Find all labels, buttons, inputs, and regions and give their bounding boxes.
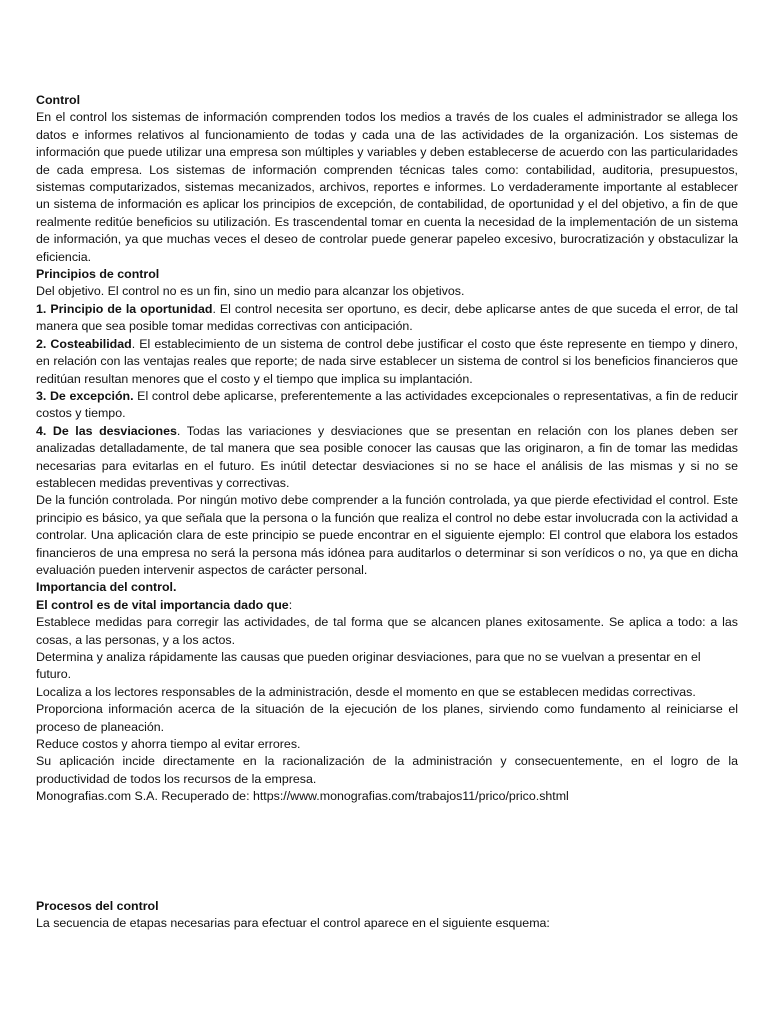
- principio-costeabilidad: [36, 336, 738, 388]
- principio-desviaciones: [36, 423, 738, 493]
- principio-funcion-controlada: De la función controlada. Por ningún motivo debe comprender a la función controlada, ya que pierde efectividad el control. Este principio es básico, ya que señala que la persona o la función que realiza el control no debe estar involucrada con la actividad a controlar. Una aplicación clara de este principio se puede encontrar en el siguiente ejemplo: El control que elabora los estados financieros de una empresa no será la persona más idónea para auditarlos o determinar si son verídicos o no, ya que en dicha evaluación pueden intervenir aspectos de carácter personal.: [36, 493, 738, 577]
- principio-costeabilidad-title: 2. Costeabilidad: [36, 336, 132, 351]
- section-spacer: [36, 806, 738, 898]
- importancia-item: Localiza a los lectores responsables de la administración, desde el momento en que se establecen medidas correctivas.: [36, 684, 696, 699]
- importancia-item: Proporciona información acerca de la situación de la ejecución de los planes, sirviendo como fundamento al reiniciarse el proceso de planeación.: [36, 702, 738, 734]
- importancia-subheading-text: El control es de vital importancia dado que: [36, 597, 289, 612]
- principio-objetivo: Del objetivo. El control no es un fin, sino un medio para alcanzar los objetivos.: [36, 284, 465, 299]
- source-citation: Monografias.com S.A. Recuperado de: https://www.monografias.com/trabajos11/prico/prico.shtml: [36, 789, 569, 804]
- procesos-paragraph: La secuencia de etapas necesarias para efectuar el control aparece en el siguiente esquema:: [36, 916, 550, 931]
- importancia-item: Determina y analiza rápidamente las causas que pueden originar desviaciones, para que no se vuelvan a presentar en el futuro.: [36, 650, 701, 682]
- control-heading: Control: [36, 93, 81, 107]
- importancia-item: Su aplicación incide directamente en la racionalización de la administración y consecuentemente, en el logro de la productividad de todos los recursos de la empresa.: [36, 754, 738, 786]
- principio-oportunidad-title: 1. Principio de la oportunidad: [36, 301, 213, 316]
- principio-costeabilidad-text: . El establecimiento de un sistema de control debe justificar el costo que éste represente en tiempo y dinero, en relación con las ventajas reales que reporte; de nada sirve establecer un sistema de control si los beneficios financieros que reditúan resultan menores que el costo y el tiempo que implica su implantación.: [36, 336, 738, 386]
- document-page: [36, 92, 738, 932]
- principio-excepcion-title: 3. De excepción.: [36, 388, 134, 403]
- principio-excepcion: [36, 388, 738, 423]
- importancia-item: Reduce costos y ahorra tiempo al evitar errores.: [36, 737, 301, 752]
- procesos-heading: Procesos del control: [36, 898, 159, 913]
- importancia-item: Establece medidas para corregir las actividades, de tal forma que se alcancen planes exitosamente. Se aplica a todo: a las cosas, a las personas, y a los actos.: [36, 615, 738, 647]
- principio-desviaciones-title: 4. De las desviaciones: [36, 423, 177, 438]
- importancia-subheading: [36, 597, 738, 614]
- principio-desviaciones-text: . Todas las variaciones y desviaciones que se presentan en relación con los planes deben ser analizadas detalladamente, de tal manera que sea posible conocer las causas que las originaron, a fin de tomar las medidas necesarias para evitarlas en el futuro. Es inútil detectar desviaciones si no se hace el análisis de las mismas y si no se establecen medidas preventivas y correctivas.: [36, 423, 738, 490]
- principio-oportunidad: [36, 301, 738, 336]
- control-paragraph: En el control los sistemas de información comprenden todos los medios a través de los cuales el administrador se allega los datos e informes relativos al funcionamiento de todas y cada una de las actividades de la organización. Los sistemas de información que puede utilizar una empresa son múltiples y variables y deben establecerse de acuerdo con las particularidades de cada empresa. Los sistemas de información comprenden técnicas tales como: contabilidad, auditoria, presupuestos, sistemas computarizados, sistemas mecanizados, archivos, reportes e informes. Lo verdaderamente importante al establecer un sistema de información es aplicar los principios de excepción, de contabilidad, de oportunidad y el del objetivo, a fin de que realmente reditúe beneficios su utilización. Es trascendental tomar en cuenta la necesidad de la implementación de un sistema de información, ya que muchas veces el deseo de controlar puede generar papeleo excesivo, burocratización y obstaculizar la eficiencia.: [36, 110, 738, 264]
- principio-oportunidad-text: . El control necesita ser oportuno, es decir, debe aplicarse antes de que suceda el error, de tal manera que sea posible tomar medidas correctivas con anticipación.: [36, 301, 739, 334]
- importancia-subheading-suffix: :: [288, 597, 293, 612]
- importancia-heading: Importancia del control.: [36, 580, 177, 595]
- principios-heading: Principios de control: [36, 267, 160, 282]
- principio-excepcion-text: El control debe aplicarse, preferentemente a las actividades excepcionales o representativas, a fin de reducir costos y tiempo.: [36, 388, 738, 421]
